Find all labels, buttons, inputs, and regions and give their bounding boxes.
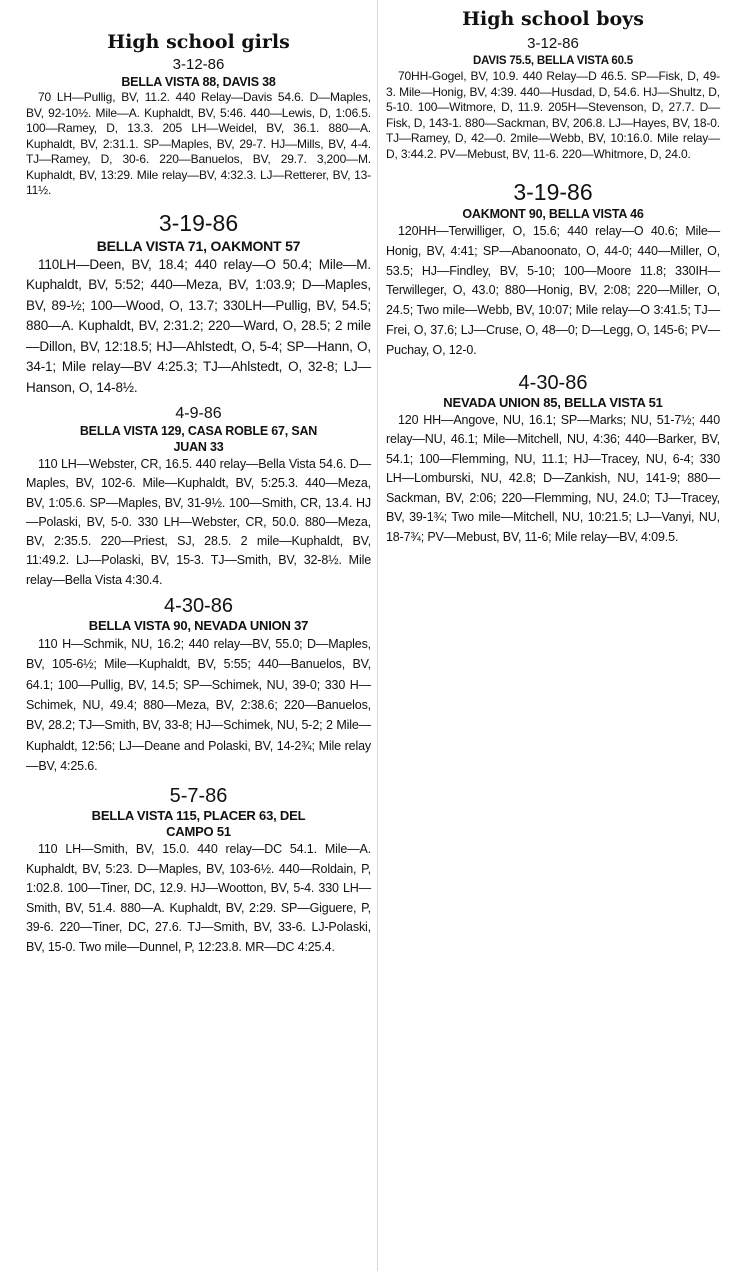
meet-results: 110 LH—Smith, BV, 15.0. 440 relay—DC 54.1. Mile—A. Kuphaldt, BV, 5:23. D—Maples, BV, 103-6½. 440—Roldain, P, 1:02.8. 100—Tiner, DC, 12.9. HJ—Wootton, BV, 5-4. 330 LH—Smith, BV, 51.4. 880—A. Kuphaldt, BV, 2:29. SP—Giguere, P, 39-6. 220—Tiner, DC, 27.6. TJ—Smith, BV, 33-6. LJ-Polaski, BV, 15-0. Two mile—Dunnel, P, 12:23.8. MR—DC 4:25.4. <box>26 842 371 954</box>
meet-heading: BELLA VISTA 129, CASA ROBLE 67, SAN JUAN 33 <box>79 424 318 454</box>
meet-results: 110 H—Schmik, NU, 16.2; 440 relay—BV, 55.0; D—Maples, BV, 105-6½; Mile—Kuphaldt, BV, 5:55; 440—Banuelos, BV, 64.1; 100—Pullig, BV, 14.5; SP—Schimek, NU, 39-0; 330 H—Schimek, NU, 49.4; 880—Meza, BV, 2:38.6; 220—Banuelos, BV, 28.2; TJ—Smith, BV, 33-8; HJ—Schimek, NU, 5-2; 2 Mile—Kuphaldt, 12:56; LJ—Deane and Polaski, BV, 14-2¾; Mile relay—BV, 4:25.6. <box>26 637 371 773</box>
meet-results: 120HH—Terwilliger, O, 15.6; 440 relay—O 40.6; Mile—Honig, BV, 4:41; SP—Abanoonato, O, 44-0; 440—Miller, O, 53.5; HJ—Findley, BV, 5-10; 100—Moore 11.8; 330IH—Terwilleger, O, 43.0; 880—Honig, BV, 2:08; 220—Miller, O, 24.5; Two mile—Webb, BV, 10:07; Mile relay—O 3:41.5; TJ—Frei, O, 37.6; LJ—Cruse, O, 48—0; D—Legg, O, 145-6; PV—Puchay, O, 12-0. <box>386 224 720 357</box>
meet <box>26 784 371 957</box>
meet-heading: BELLA VISTA 115, PLACER 63, DEL CAMPO 51 <box>91 808 306 840</box>
meet-results: 70HH-Gogel, BV, 10.9. 440 Relay—D 46.5. SP—Fisk, D, 49-3. Mile—Honig, BV, 4:39. 440—Husdad, D, 54.6. HJ—Shultz, D, 5-10. 100—Witmore, D, 11.9. 205H—Stevenson, D, 27.7. D—Fisk, D, 143-1. 880—Sackman, BV, 206.8. LJ—Hayes, BV, 18-0. TJ—Ramey, D, 42—0. 2mile—Webb, BV, 10:16.0. Mile relay—D, 3:44.2. PV—Mebust, BV, 11-6. 220—Whitmore, D, 24.0. <box>386 69 720 161</box>
meet-date: 3-12-86 <box>172 56 225 73</box>
meet-heading: OAKMONT 90, BELLA VISTA 46 <box>462 207 644 221</box>
section-title: High school girls <box>107 31 290 53</box>
meet-date: 4-30-86 <box>518 371 588 394</box>
meet-heading: BELLA VISTA 88, DAVIS 38 <box>121 75 276 89</box>
meet-results: 70 LH—Pullig, BV, 11.2. 440 Relay—Davis 54.6. D—Maples, BV, 92-10½. Mile—A. Kuphaldt, BV, 5:46. 440—Lewis, D, 1:06.5. 100—Ramey, D, 13.3. 205 LH—Weidel, BV, 36.1. 880—A. Kuphaldt, BV, 2:31.1. SP—Maples, BV, 29-7. HJ—Mills, BV, 4-4. TJ—Ramey, D, 30-6. 220—Banuelos, BV, 29.7. 3,200—M. Kuphaldt, BV, 13:29. Mile relay—BV, 4:32.3. LJ—Retterer, BV, 13-11½. <box>26 90 371 197</box>
meet-date: 3-19-86 <box>513 179 593 205</box>
meet-date: 5-7-86 <box>169 785 228 808</box>
meet <box>26 405 371 590</box>
meet-heading: BELLA VISTA 90, NEVADA UNION 37 <box>88 618 309 634</box>
meet-date: 3-19-86 <box>158 209 239 236</box>
meet <box>26 594 371 776</box>
meet-date: 3-12-86 <box>527 35 579 52</box>
meet <box>386 178 720 361</box>
meet <box>26 56 371 199</box>
meet-heading: BELLA VISTA 71, OAKMONT 57 <box>96 237 301 254</box>
meet <box>26 209 371 399</box>
meet-results: 120 HH—Angove, NU, 16.1; SP—Marks; NU, 51-7½; 440 relay—NU, 46.1; Mile—Mitchell, NU, 4:36; 440—Barker, BV, 54.1; 100—Flemming, NU, 11.1; HJ—Tracey, NU, 6-4; 330 LH—Lomburski, NU, 42.8; D—Zankish, NU, 141-9; 880—Sackman, BV, 2:06; 220—Flemming, NU, 24.0; TJ—Tracey, BV, 39-1¾; Two mile—Mitchell, NU, 10:21.5; LJ—Vanyi, NU, 18-7¾; PV—Mebust, BV, 11-6; Mile relay—BV, 4:09.5. <box>386 412 720 544</box>
section-title: High school boys <box>462 8 644 30</box>
meet <box>386 371 720 548</box>
column-divider <box>377 0 378 1271</box>
meet-results: 110 LH—Webster, CR, 16.5. 440 relay—Bella Vista 54.6. D—Maples, BV, 102-6. Mile—Kuphaldt, BV, 5:25.3. 440—Meza, BV, 1:05.6. SP—Maples, BV, 31-9½. 100—Smith, CR, 13.4. HJ—Polaski, BV, 5-0. 330 LH—Webster, CR, 50.0. 880—Meza, BV, 2:35.5. 220—Priest, SJ, 28.5. 2 mile—Kuphaldt, BV, 11:49.2. LJ—Polaski, BV, 15-3. TJ—Smith, BV, 32-8½. Mile relay—Bella Vista 4:30.4. <box>26 457 371 587</box>
boys-column <box>386 0 720 547</box>
meet-heading: DAVIS 75.5, BELLA VISTA 60.5 <box>473 55 633 67</box>
meet <box>386 35 720 162</box>
meet-date: 4-30-86 <box>164 595 233 618</box>
girls-column <box>26 0 371 957</box>
meet-results: 110LH—Deen, BV, 18.4; 440 relay—O 50.4; Mile—M. Kuphaldt, BV, 5:52; 440—Meza, BV, 1:03.9; D—Maples, BV, 89-½; 100—Wood, O, 13.7; 330LH—Pullig, BV, 54.5; 880—A. Kuphaldt, BV, 2:31.2; 220—Ward, O, 28.5; 2 mile—Dillon, BV, 12:18.5; HJ—Ahlstedt, O, 5-4; SP—Hann, O, 34-1; Mile relay—BV 4:25.3; TJ—Ahlstedt, O, 32-8; LJ—Hanson, O, 14-8½. <box>26 256 371 395</box>
meet-date: 4-9-86 <box>175 405 222 422</box>
meet-heading: NEVADA UNION 85, BELLA VISTA 51 <box>443 394 663 410</box>
